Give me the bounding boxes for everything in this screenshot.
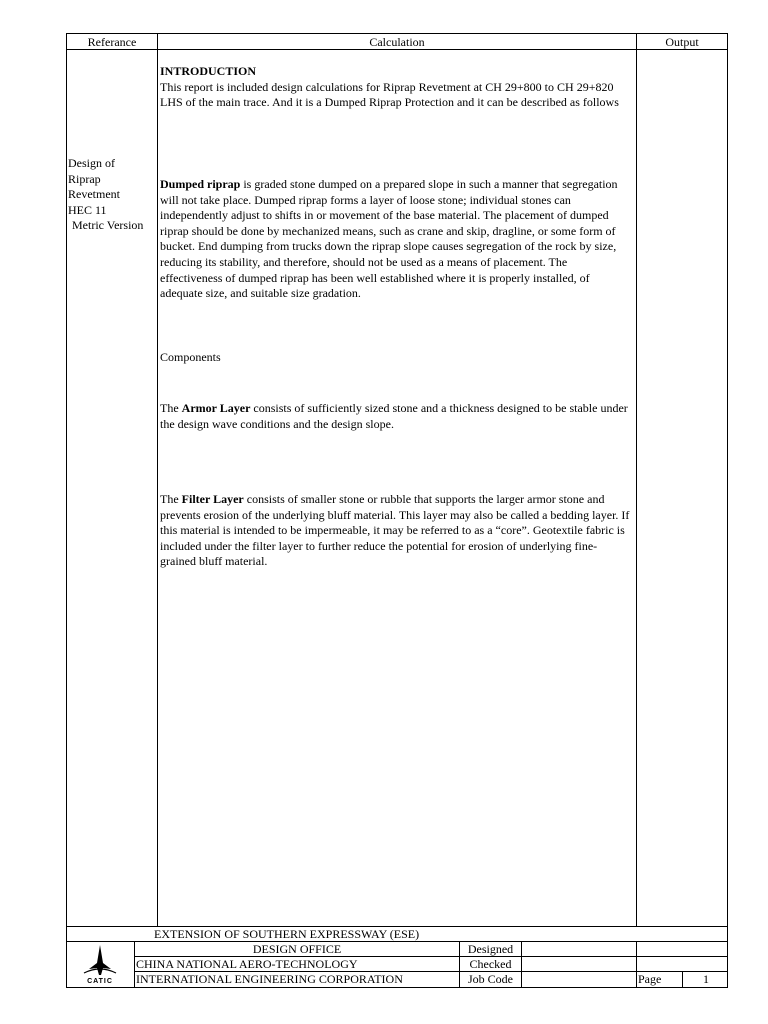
filter-layer-text: consists of smaller stone or rubble that supports the larger armor stone and prevents erosion of the underlying bluff material. This layer may also be called a bedding layer. If this material is intended to be impermeable, it may be referred to as a “core”. Geotextile fabric is included under the filter layer to further reduce the potential for erosion of underlying fine-grained bluff material. (160, 492, 630, 569)
filter-prefix: The (160, 492, 182, 506)
catic-logo-text: CATIC (87, 978, 113, 985)
footer-job-code-label: Job Code (468, 972, 513, 986)
armor-layer-section (160, 401, 632, 432)
footer-page-label: Page (638, 972, 662, 986)
dumped-riprap-text: is graded stone dumped on a prepared slope in such a manner that segregation will not take place. Dumped riprap forms a layer of loose stone; individual stones can independently adjust to shifts in or movement of the base material. The placement of dumped riprap should be done by mechanized means, such as crane and skip, dragline, or some form of bucket. End dumping from trucks down the riprap slope causes segregation of the rock by size, reducing its stability, and therefore, should not be used as a means of placement. The effectiveness of dumped riprap has been well established where it is properly installed, of adequate size, and suitable size gradation. (160, 177, 618, 301)
dumped-riprap-term: Dumped riprap (160, 177, 241, 191)
header-bottom-line (66, 49, 728, 50)
footer-designed-label: Designed (467, 942, 514, 956)
filter-layer-term: Filter Layer (181, 492, 244, 506)
components-label: Components (160, 350, 221, 364)
components-section (160, 350, 632, 366)
intro-section (160, 64, 632, 111)
frame-bottom (66, 987, 728, 988)
footer-company-2: INTERNATIONAL ENGINEERING CORPORATION (136, 972, 403, 986)
header-reference: Referance (87, 35, 137, 49)
filter-layer-section (160, 492, 632, 570)
armor-layer-term: Armor Layer (181, 401, 251, 415)
reference-line-1: Design of (68, 156, 115, 170)
armor-layer-paragraph (160, 401, 632, 432)
filter-layer-paragraph (160, 492, 632, 570)
header-output: Output (665, 35, 699, 49)
reference-line-3: Revetment (68, 187, 120, 202)
intro-text: This report is included design calculations for Riprap Revetment at CH 29+800 to CH 29+820 LHS of the main trace. And it is a Dumped Riprap Protection and it can be described as follows (160, 79, 619, 110)
dumped-riprap-paragraph (160, 177, 632, 302)
frame-top (66, 33, 728, 34)
armor-prefix: The (160, 401, 182, 415)
header-calculation: Calculation (369, 35, 425, 49)
dumped-riprap-section (160, 177, 632, 302)
frame-right (727, 33, 728, 988)
col-divider-1 (157, 33, 158, 926)
reference-line-4: HEC 11 (68, 202, 107, 217)
reference-line-2: Riprap (68, 171, 101, 186)
reference-line-5: Metric Version (72, 218, 144, 233)
intro-heading: INTRODUCTION (160, 64, 257, 78)
footer-output-divider (636, 941, 637, 988)
reference-note (68, 156, 157, 234)
frame-left (66, 33, 67, 988)
footer-company-1: CHINA NATIONAL AERO-TECHNOLOGY (136, 957, 358, 971)
col-divider-2 (636, 33, 637, 926)
footer-checked-label: Checked (469, 957, 512, 971)
footer-page-number: 1 (703, 972, 709, 986)
footer-office: DESIGN OFFICE (252, 942, 342, 956)
catic-logo (70, 943, 130, 987)
footer-value-divider (521, 941, 522, 988)
armor-layer-text: consists of sufficiently sized stone and a thickness designed to be stable under the design wave conditions and the design slope. (160, 401, 628, 431)
footer-project: EXTENSION OF SOUTHERN EXPRESSWAY (ESE) (154, 927, 420, 941)
catic-logo-icon (70, 943, 130, 977)
